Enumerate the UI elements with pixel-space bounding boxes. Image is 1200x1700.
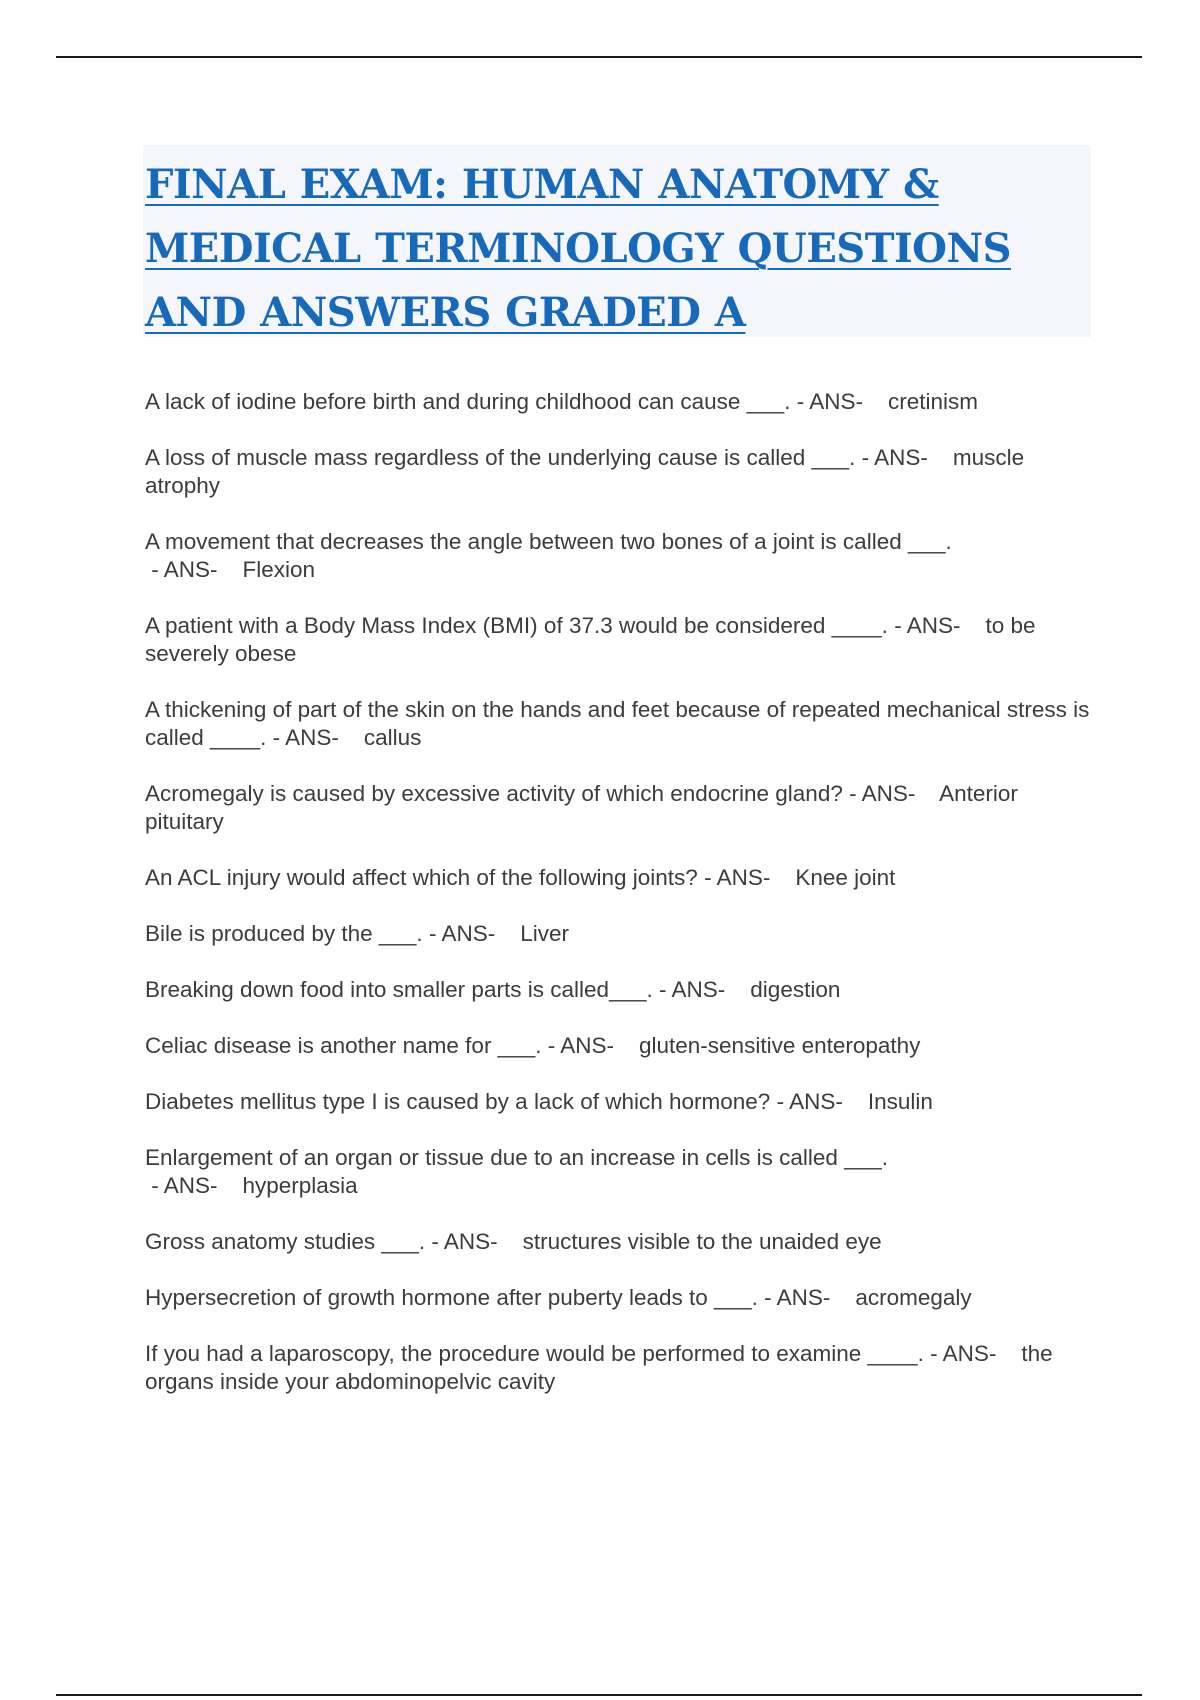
answer-separator: - ANS- <box>855 445 953 470</box>
question-text: An ACL injury would affect which of the following joints? <box>145 865 698 890</box>
answer-separator: - ANS- <box>422 921 521 946</box>
answer-separator: - ANS- <box>790 389 888 414</box>
question-text: If you had a laparoscopy, the procedure would be performed to examine ____. <box>145 1341 924 1366</box>
answer-text: the organs inside your abdominopelvic cavity <box>145 1341 1053 1394</box>
answer-text: Anterior pituitary <box>145 781 1018 834</box>
question-text: Celiac disease is another name for ___. <box>145 1033 542 1058</box>
qa-item <box>145 976 1095 1004</box>
question-text: A thickening of part of the skin on the hands and feet because of repeated mechanical stress is called ____. <box>145 697 1090 750</box>
qa-item <box>145 1228 1095 1256</box>
question-text: A lack of iodine before birth and during childhood can cause ___. <box>145 389 791 414</box>
answer-separator: - ANS- <box>145 1173 243 1198</box>
qa-item <box>145 864 1095 892</box>
document-title: FINAL EXAM: HUMAN ANATOMY & MEDICAL TERMINOLOGY QUESTIONS AND ANSWERS GRADED A <box>145 161 1011 336</box>
answer-separator: - ANS- <box>887 613 986 638</box>
answer-separator: - ANS- <box>541 1033 639 1058</box>
answer-text: Knee joint <box>795 865 896 890</box>
answer-text: acromegaly <box>855 1285 972 1310</box>
qa-item <box>145 1144 1095 1200</box>
qa-item <box>145 612 1095 668</box>
question-text: Bile is produced by the ___. <box>145 921 423 946</box>
answer-text: callus <box>363 725 422 750</box>
qa-item <box>145 1284 1095 1312</box>
question-text: Gross anatomy studies ___. <box>145 1229 426 1254</box>
answer-separator: - ANS- <box>652 977 751 1002</box>
answer-text: muscle atrophy <box>145 445 1025 498</box>
answer-text: cretinism <box>887 389 978 414</box>
question-text: Hypersecretion of growth hormone after puberty leads to ___. <box>145 1285 758 1310</box>
answer-text: gluten-sensitive enteropathy <box>639 1033 921 1058</box>
answer-separator: - ANS- <box>266 725 364 750</box>
answer-separator: - ANS- <box>757 1285 856 1310</box>
qa-item <box>145 444 1095 500</box>
question-text: Breaking down food into smaller parts is called___. <box>145 977 653 1002</box>
answer-text: structures visible to the unaided eye <box>522 1229 882 1254</box>
qa-item <box>145 1088 1095 1116</box>
answer-separator: - ANS- <box>770 1089 868 1114</box>
qa-item <box>145 1340 1095 1396</box>
answer-text: Flexion <box>242 557 316 582</box>
question-text: Diabetes mellitus type I is caused by a lack of which hormone? <box>145 1089 771 1114</box>
title-banner <box>143 145 1091 337</box>
answer-separator: - ANS- <box>697 865 796 890</box>
qa-item <box>145 696 1095 752</box>
question-text: A movement that decreases the angle between two bones of a joint is called ___. <box>145 529 952 554</box>
question-text: A patient with a Body Mass Index (BMI) of 37.3 would be considered ____. <box>145 613 888 638</box>
qa-list <box>145 388 1095 1424</box>
answer-text: digestion <box>750 977 841 1002</box>
qa-item <box>145 920 1095 948</box>
top-divider <box>56 56 1142 58</box>
answer-text: Liver <box>520 921 569 946</box>
answer-text: to be severely obese <box>145 613 1036 666</box>
answer-text: Insulin <box>867 1089 933 1114</box>
question-text: Enlargement of an organ or tissue due to an increase in cells is called ___. <box>145 1145 888 1170</box>
qa-item <box>145 1032 1095 1060</box>
answer-separator: - ANS- <box>923 1341 1022 1366</box>
answer-separator: - ANS- <box>425 1229 523 1254</box>
qa-item <box>145 780 1095 836</box>
qa-item <box>145 528 1095 584</box>
answer-text: hyperplasia <box>242 1173 358 1198</box>
question-text: A loss of muscle mass regardless of the underlying cause is called ___. <box>145 445 856 470</box>
qa-item <box>145 388 1095 416</box>
answer-separator: - ANS- <box>145 557 243 582</box>
answer-separator: - ANS- <box>842 781 940 806</box>
question-text: Acromegaly is caused by excessive activity of which endocrine gland? <box>145 781 843 806</box>
bottom-divider <box>56 1694 1142 1696</box>
